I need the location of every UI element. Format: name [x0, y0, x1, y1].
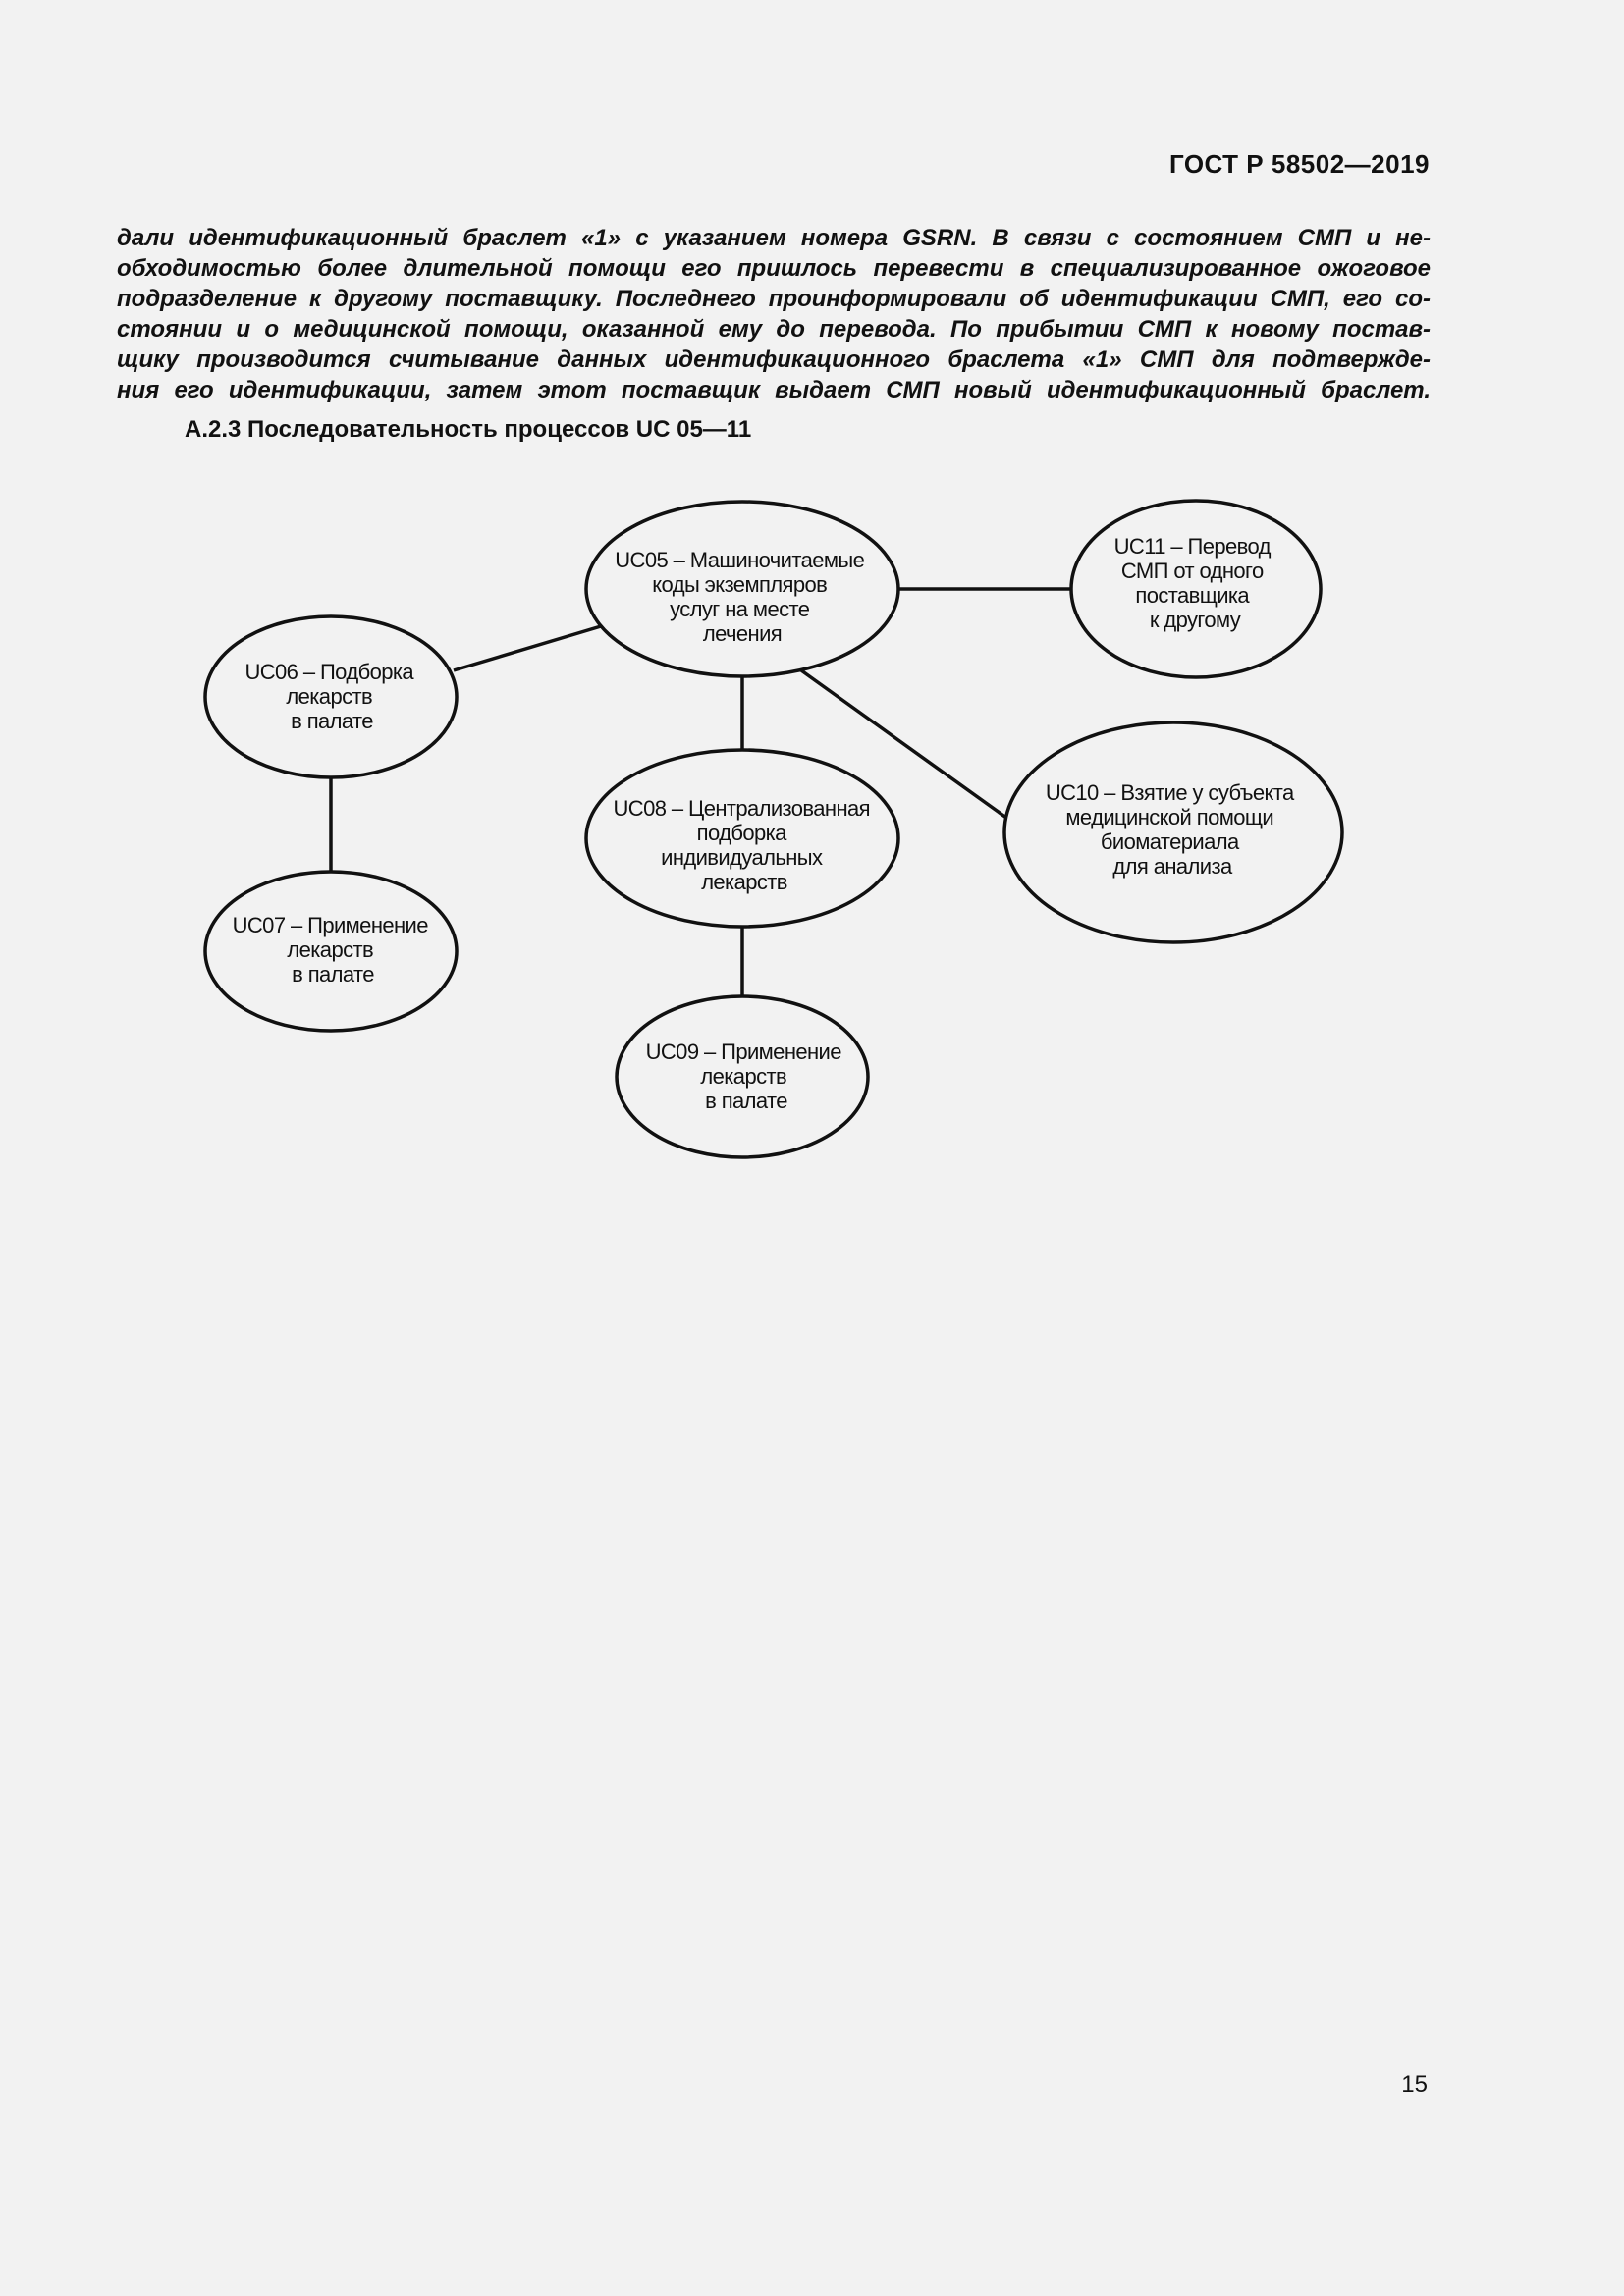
node-uc06-label-line: в палате	[291, 709, 373, 733]
paragraph-line: ния его идентификации, затем этот поставщик выдает СМП новый идентификационный браслет.	[117, 377, 1431, 403]
node-uc06-label-line: лекарств	[286, 684, 373, 709]
paragraph-line: обходимостью более длительной помощи его пришлось перевести в специализированное ожоговое	[117, 255, 1431, 282]
node-uc09-label-line: в палате	[705, 1089, 787, 1113]
node-uc05-label-line: услуг на месте	[670, 597, 810, 621]
node-uc05-label-line: лечения	[702, 621, 783, 646]
node-uc11-label-line: UC11 – Перевод	[1113, 534, 1271, 559]
node-uc09-label-line: лекарств	[700, 1064, 787, 1089]
page-number: 15	[1401, 2071, 1428, 2098]
paragraph-line: подразделение к другому поставщику. Последнего проинформировали об идентификации СМП, его со-	[117, 286, 1431, 312]
node-uc07-label-line: UC07 – Применение	[232, 913, 428, 937]
node-uc10-label-line: UC10 – Взятие у субъекта	[1045, 780, 1294, 805]
node-uc05-label-line: UC05 – Машиночитаемые	[615, 548, 865, 572]
node-uc10-label-line: медицинской помощи	[1065, 805, 1274, 829]
node-uc08-label-line: подборка	[696, 821, 786, 845]
paragraph-line: дали идентификационный браслет «1» с указанием номера GSRN. В связи с состоянием СМП и не-	[117, 225, 1431, 251]
document-header: ГОСТ Р 58502—2019	[1168, 149, 1430, 179]
connector-uc05-uc06	[454, 626, 601, 670]
node-uc06-label-line: UC06 – Подборка	[244, 660, 414, 684]
node-uc08-label-line: UC08 – Централизованная	[613, 796, 870, 821]
node-uc08-label-line: лекарств	[701, 870, 787, 894]
node-uc10-label-line: биоматериала	[1100, 829, 1239, 854]
node-uc07-label-line: лекарств	[287, 937, 374, 962]
node-uc11-label-line: СМП от одного	[1120, 559, 1264, 583]
node-uc07-label-line: в палате	[292, 962, 374, 987]
node-uc11-label-line: поставщика	[1135, 583, 1250, 608]
paragraph-line: щику производится считывание данных идентификационного браслета «1» СМП для подтвержде-	[117, 347, 1431, 373]
section-title: А.2.3 Последовательность процессов UC 05—11	[185, 416, 752, 443]
node-uc05-label-line: коды экземпляров	[652, 572, 828, 597]
paragraph-line: стоянии и о медицинской помощи, оказанной ему до перевода. По прибытии СМП к новому постав-	[117, 316, 1431, 343]
node-uc10-label-line: для анализа	[1112, 854, 1232, 879]
node-uc11-label-line: к другому	[1149, 608, 1241, 632]
node-uc08-label-line: индивидуальных	[661, 845, 823, 870]
node-uc09-label-line: UC09 – Применение	[645, 1040, 841, 1064]
